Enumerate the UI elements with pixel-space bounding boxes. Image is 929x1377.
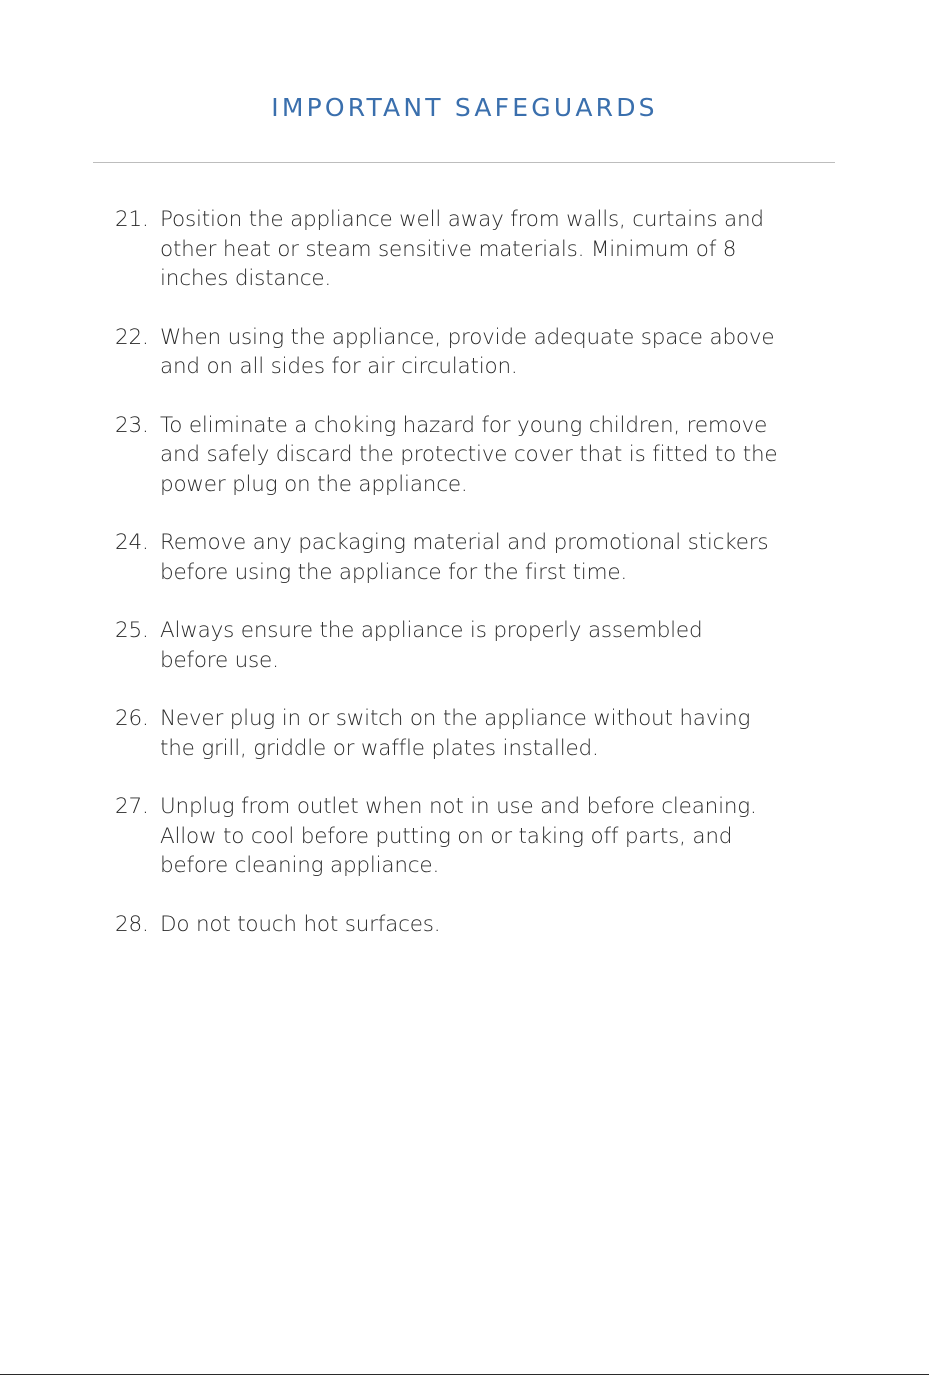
safeguard-item: [113, 616, 833, 675]
item-text: Do not touch hot surfaces.: [160, 911, 441, 937]
item-text: Never plug in or switch on the appliance without having the grill, griddle or waffle plates installed.: [160, 706, 751, 761]
page-title: IMPORTANT SAFEGUARDS: [271, 93, 658, 122]
safeguard-item: [113, 792, 833, 881]
item-number: 27.: [115, 794, 149, 819]
item-text: Position the appliance well away from walls, curtains and other heat or steam sensitive materials. Minimum of 8 inches distance.: [160, 207, 764, 291]
safeguard-item: [113, 704, 833, 763]
item-text: Remove any packaging material and promotional stickers before using the appliance for the first time.: [160, 530, 769, 585]
item-text: Unplug from outlet when not in use and before cleaning. Allow to cool before putting on or taking off parts, and before cleaning appliance.: [160, 794, 757, 878]
safeguard-item: [113, 323, 833, 382]
item-text: When using the appliance, provide adequate space above and on all sides for air circulation.: [160, 324, 775, 379]
safeguard-item: [113, 528, 833, 587]
title-divider: [93, 162, 835, 163]
item-number: 25.: [115, 618, 149, 643]
page-bottom-edge: [0, 1374, 929, 1375]
item-number: 22.: [115, 324, 149, 350]
item-text: Always ensure the appliance is properly assembled before use.: [160, 618, 703, 673]
safeguard-item: [113, 411, 833, 500]
item-number: 21.: [115, 207, 149, 232]
safeguard-item: [113, 205, 833, 294]
item-number: 24.: [115, 530, 149, 555]
safeguard-list: [113, 205, 833, 968]
item-number: 28.: [115, 911, 149, 937]
item-text: To eliminate a choking hazard for young children, remove and safely discard the protective cover that is fitted to the power plug on the appliance.: [160, 412, 778, 497]
item-number: 23.: [115, 412, 149, 438]
item-number: 26.: [115, 706, 149, 731]
safeguard-item: [113, 910, 833, 940]
